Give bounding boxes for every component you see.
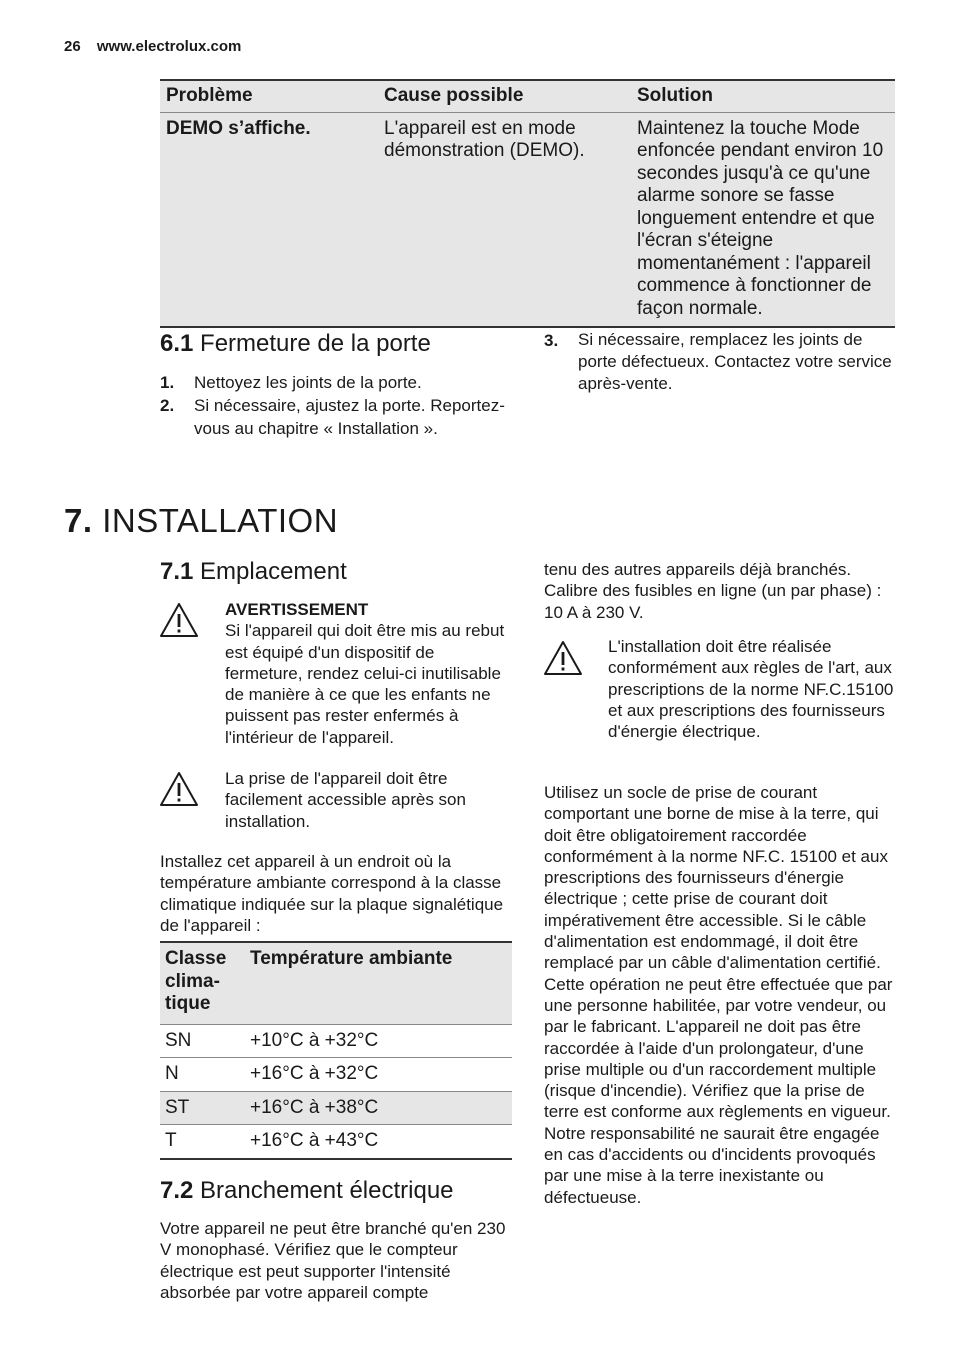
step-text: Si nécessaire, ajustez la porte. Reportez-vous au chapitre « Installation ». (194, 396, 505, 438)
column-header: Cause possible (378, 80, 631, 112)
warning-text: Si l'appareil qui doit être mis au rebut est équipé d'un dispositif de fermeture, rendez celui-ci inutilisable de manière à ce que les enfants ne puissent pas rester enfermés à l'intérieur de l'appareil. (225, 621, 505, 747)
page-header (64, 38, 241, 55)
cause-cell: L'appareil est en mode démonstration (DEMO). (378, 112, 631, 327)
class-cell: T (160, 1125, 245, 1159)
section-number: 6.1 (160, 330, 194, 357)
steps-list-left (160, 371, 512, 440)
warning-triangle-icon (159, 771, 199, 807)
warning-triangle-icon (543, 640, 583, 676)
section-title: Branchement électrique (200, 1177, 454, 1204)
temp-cell: +16°C à +32°C (245, 1058, 512, 1092)
table-row (160, 1125, 512, 1159)
temp-cell: +16°C à +43°C (245, 1125, 512, 1159)
warning-title: AVERTISSEMENT (225, 600, 369, 619)
chapter-title: INSTALLATION (102, 502, 339, 539)
grounding-text: Utilisez un socle de prise de courant comportant une borne de mise à la terre, qui doit être obligatoirement raccordée conformément à la norme NF.C. 15100 et aux prescriptions des fournisseurs d'énergie électrique ; cette prise de courant doit impérativement être accessible. Si le câble d'alimentation est endommagé, il doit être remplacé par un câble d'alimentation certifié. Cette opération ne peut être effectuée que par une personne habilitée, par votre vendeur, ou par le fabricant. L'appareil ne doit pas être raccordée à l'aide d'un prolongateur, d'une prise multiple ou d'un raccordement multiple (risque d'incendie). Vérifiez que la prise de terre est conforme aux règlements en vigueur. (544, 783, 893, 1122)
list-item (544, 329, 894, 395)
warning-text: La prise de l'appareil doit être facilement accessible après son installation. (225, 769, 466, 831)
section-number: 7.1 (160, 558, 194, 585)
page-number: 26 (64, 38, 81, 55)
column-header: Solution (631, 80, 895, 112)
section-title: Emplacement (200, 558, 347, 585)
table-row (160, 112, 895, 327)
step-text: Si nécessaire, remplacez les joints de porte défectueux. Contactez votre service après-vente. (578, 330, 892, 393)
step-number: 1. (160, 373, 175, 392)
column-header: Problème (160, 80, 378, 112)
list-item (160, 371, 512, 394)
column-header: Température ambiante (245, 942, 512, 1024)
electrical-paragraph: Votre appareil ne peut être branché qu'en 230 V monophasé. Vérifiez que le compteur électrique est peut supporter l'intensité absorbée par votre appareil compte (160, 1219, 506, 1302)
warning-text: L'installation doit être réalisée conformément aux règles de l'art, aux prescriptions de la norme NF.C.15100 et aux prescriptions des fournisseurs d'énergie électrique. (608, 637, 894, 742)
troubleshooting-table (160, 79, 895, 328)
section-heading-7-1 (160, 558, 347, 586)
step-text: Nettoyez les joints de la porte. (194, 373, 422, 392)
warning-block (225, 599, 512, 748)
class-cell: SN (160, 1024, 245, 1058)
table-row (160, 1058, 512, 1092)
class-cell: N (160, 1058, 245, 1092)
website-url: www.electrolux.com (96, 38, 242, 55)
installation-paragraph: Installez cet appareil à un endroit où la température ambiante correspond à la classe climatique indiquée sur la plaque signalétique de l'appareil : (160, 852, 504, 935)
responsibility-text: Notre responsabilité ne saurait être engagée en cas d'accidents ou d'incidents provoqués par une mise à la terre inexistante ou défectueuse. (544, 1123, 880, 1207)
list-item (160, 394, 512, 440)
temp-cell: +16°C à +38°C (245, 1091, 512, 1125)
chapter-heading (64, 502, 338, 540)
column-header: Classe clima-tique (160, 942, 245, 1024)
table-row (160, 1091, 512, 1125)
solution-cell: Maintenez la touche Mode enfoncée pendant environ 10 secondes jusqu'à ce qu'une alarme sonore se fasse longuement entendre et que l'écran s'éteigne momentanément : l'appareil commence à fonctionner de façon normale. (631, 112, 895, 327)
step-number: 2. (160, 396, 175, 415)
chapter-number: 7. (64, 502, 93, 539)
steps-list-right (544, 329, 894, 395)
grounding-paragraph (544, 782, 894, 1208)
problem-cell: DEMO s’affiche. (160, 112, 378, 327)
warning-triangle-icon (159, 602, 199, 638)
section-heading-7-2 (160, 1177, 454, 1205)
section-title: Fermeture de la porte (200, 330, 431, 357)
temp-cell: +10°C à +32°C (245, 1024, 512, 1058)
electrical-paragraph-continued: tenu des autres appareils déjà branchés. Calibre des fusibles en ligne (un par phase) : 10 A à 230 V. (544, 560, 882, 622)
section-number: 7.2 (160, 1177, 194, 1204)
climate-class-table (160, 941, 512, 1160)
section-heading-6-1 (160, 330, 431, 358)
table-row (160, 1024, 512, 1058)
step-number: 3. (544, 331, 559, 350)
class-cell: ST (160, 1091, 245, 1125)
